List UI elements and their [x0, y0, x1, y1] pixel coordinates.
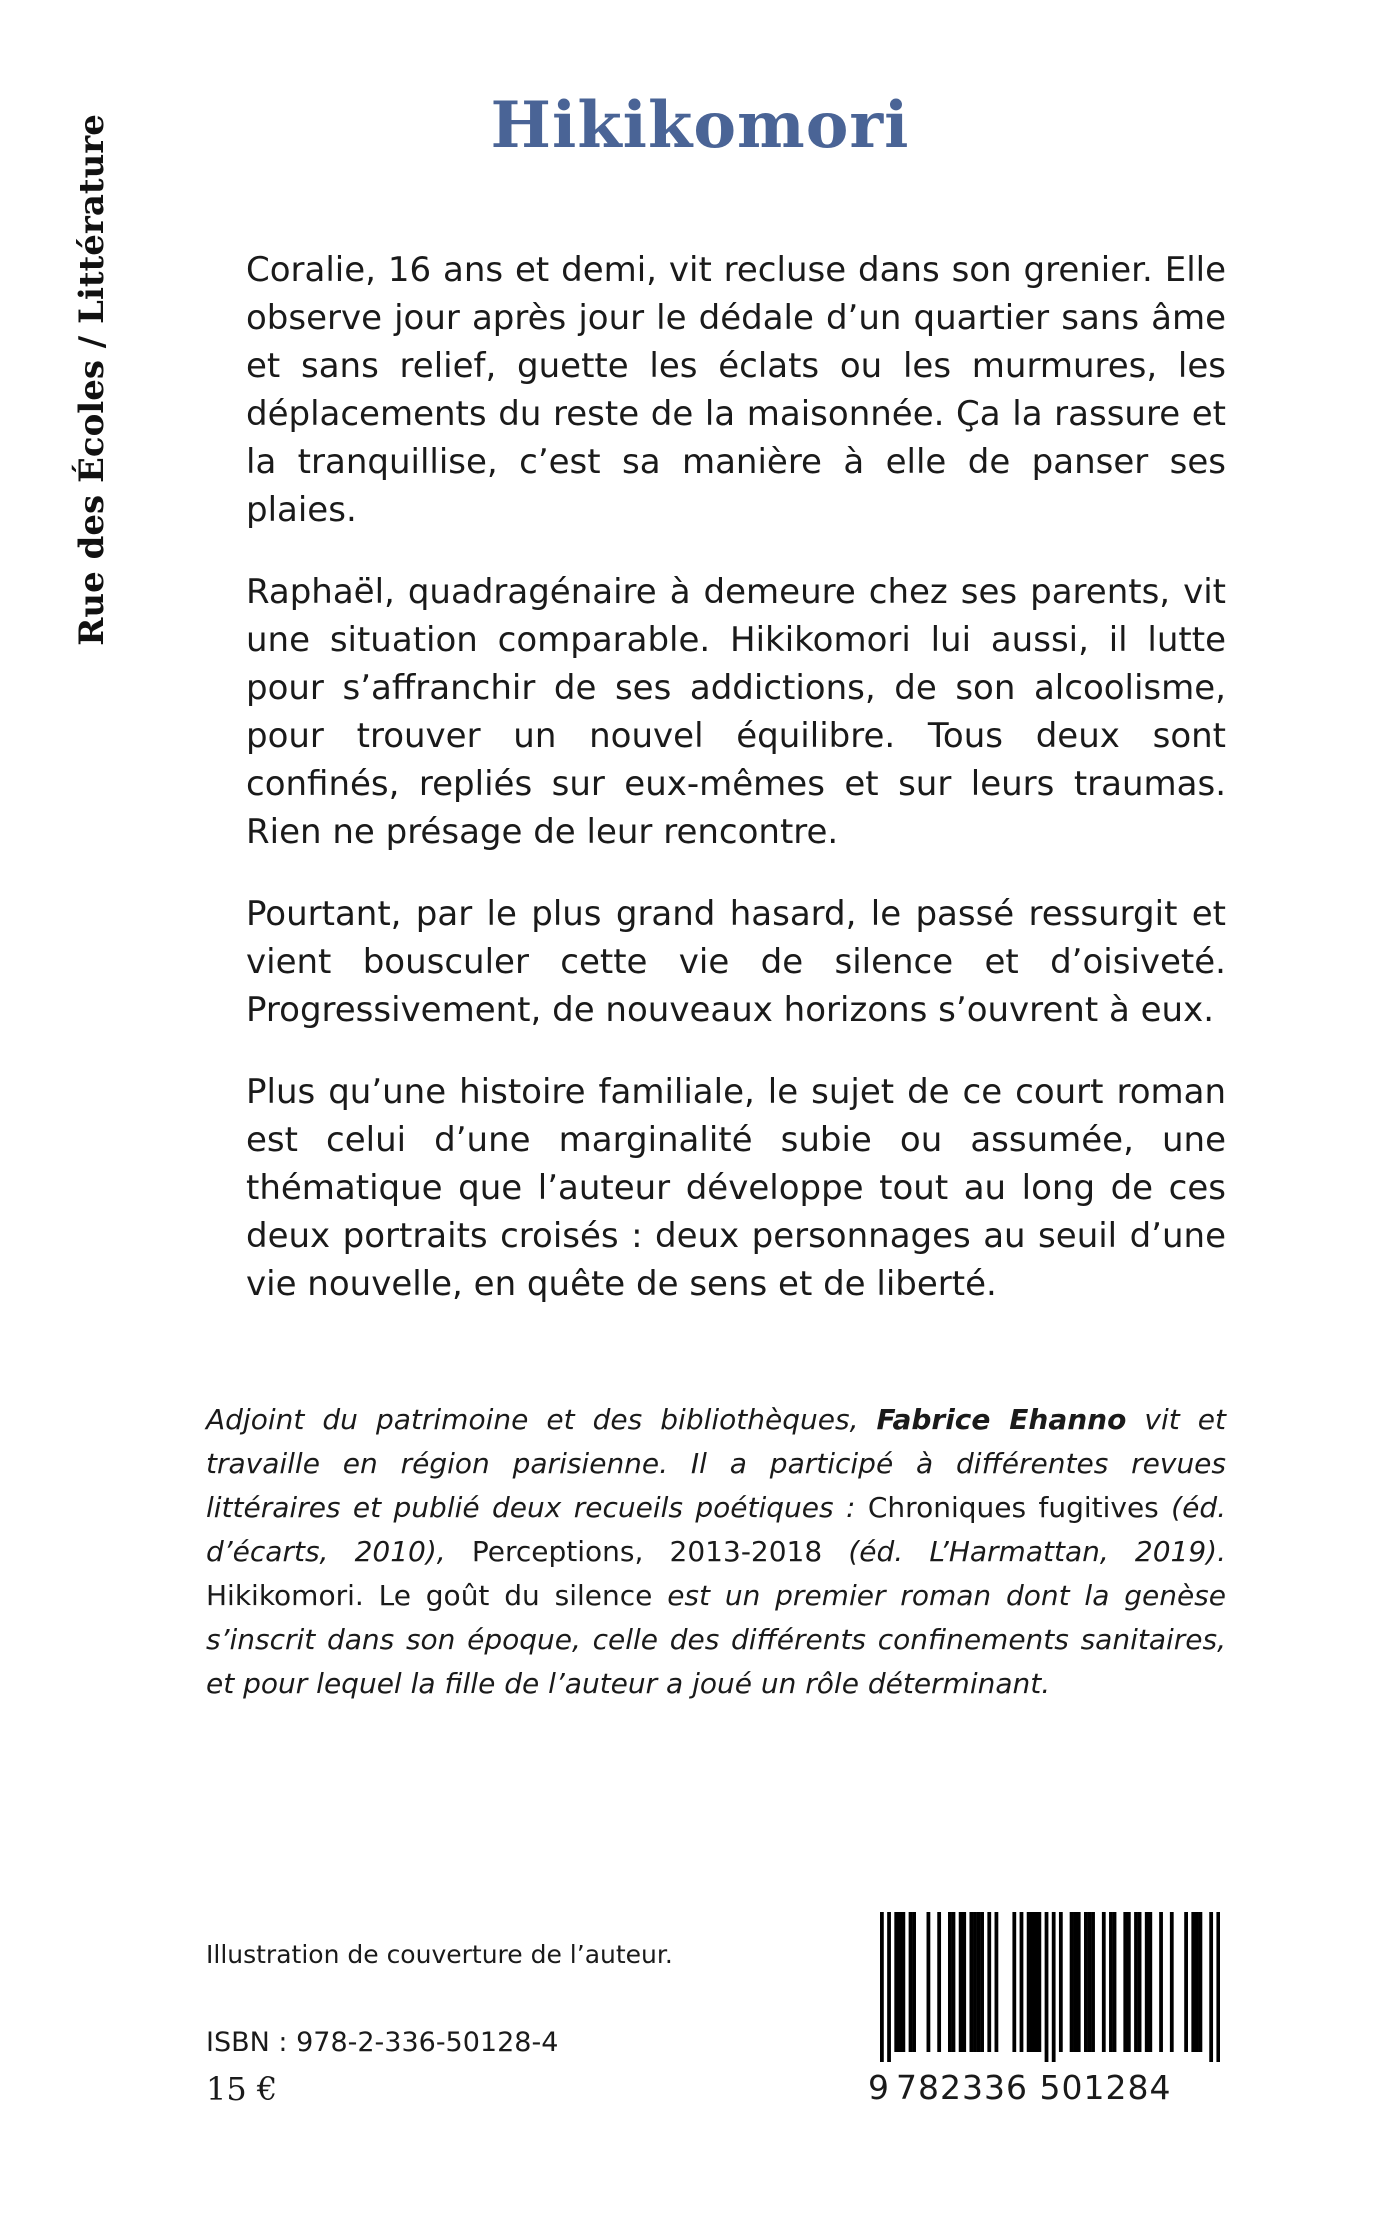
barcode-bar — [898, 1912, 902, 2052]
barcode-bar — [977, 1912, 981, 2052]
barcode-bar — [1216, 1912, 1220, 2062]
bio-text-3: (éd. d’écarts, 2010), — [206, 1491, 1226, 1568]
synopsis-paragraph-2: Raphaël, quadragénaire à demeure chez ses parents, vit une situation comparable. Hikikomori lui aussi, il lutte pour s’affranchir de ses addictions, de son alcoolisme, pour trouver un nouvel équilibre. Tous deux sont confinés, repliés sur eux-mêmes et sur leurs traumas. Rien ne présage de leur rencontre. — [246, 572, 1226, 852]
barcode-bar — [1127, 1912, 1131, 2052]
barcode-bar — [987, 1912, 991, 2052]
barcode-bar — [1034, 1912, 1038, 2052]
barcode-bar — [1088, 1912, 1092, 2052]
barcode-bar — [959, 1912, 963, 2052]
barcode-bar — [995, 1912, 999, 2052]
barcode-bar — [1159, 1912, 1163, 2052]
barcode-bar — [1195, 1912, 1199, 2052]
barcode-bar — [1102, 1912, 1106, 2052]
barcode-bar — [1052, 1912, 1056, 2062]
bio-text-1: Adjoint du patrimoine et des bibliothèques, — [206, 1403, 877, 1436]
isbn: ISBN : 978-2-336-50128-4 — [206, 2027, 559, 2058]
book-title-2: Perceptions, 2013-2018 — [471, 1535, 823, 1568]
barcode-bar — [1191, 1912, 1195, 2052]
synopsis-paragraph-4: Plus qu’une histoire familiale, le sujet de ce court roman est celui d’une marginalité subie ou assumée, une thématique que l’auteur développe tout au long de ces deux portraits croisés : deux personnages au seuil d’une vie nouvelle, en quête de sens et de liberté. — [246, 1072, 1226, 1304]
barcode-bar — [948, 1912, 952, 2052]
barcode-bar — [1037, 1912, 1041, 2052]
book-title-1: Chroniques fugitives — [867, 1491, 1159, 1524]
barcode-bar — [1020, 1912, 1024, 2052]
barcode-bar — [887, 1912, 891, 2062]
barcode-bar — [901, 1912, 905, 2052]
barcode-bar — [1070, 1912, 1074, 2052]
barcode-first-digit: 9 — [868, 2068, 890, 2107]
barcode-bar — [937, 1912, 941, 2052]
book-title: Hikikomori — [490, 88, 910, 163]
barcode-bar — [1148, 1912, 1152, 2052]
barcode-bar — [1030, 1912, 1034, 2052]
barcode-bar — [1184, 1912, 1188, 2052]
author-name: Fabrice Ehanno — [876, 1403, 1127, 1436]
spine-label — [62, 100, 122, 660]
synopsis — [246, 246, 1226, 1342]
barcode-bar — [1123, 1912, 1127, 2052]
bio-text-2: vit et travaille en région parisienne. Il a participé à différentes revues littéraires et publié deux recueils poétiques : — [206, 1403, 1226, 1524]
barcode-bar — [1045, 1912, 1049, 2062]
barcode-bar — [1091, 1912, 1095, 2052]
book-title-3: Hikikomori. Le goût du silence — [206, 1579, 653, 1612]
barcode-bar — [1073, 1912, 1077, 2052]
barcode-bar — [912, 1912, 916, 2052]
barcode-bars — [880, 1912, 1220, 2062]
bio-text-4: (éd. L’Harmattan, 2019). — [822, 1535, 1226, 1568]
barcode-bar — [973, 1912, 977, 2052]
barcode-bar — [969, 1912, 973, 2052]
barcode-bar — [1012, 1912, 1016, 2052]
barcode-bar — [1138, 1912, 1142, 2052]
synopsis-paragraph-1: Coralie, 16 ans et demi, vit recluse dans son grenier. Elle observe jour après jour le dédale d’un quartier sans âme et sans relief, guette les éclats ou les murmures, les déplacements du reste de la maisonnée. Ça la rassure et la tranquillise, c’est sa manière à elle de panser ses plaies. — [246, 250, 1226, 530]
barcode-bar — [880, 1912, 884, 2062]
series-name: Rue des Écoles / Littérature — [72, 114, 112, 646]
barcode-bar — [1209, 1912, 1213, 2062]
barcode-bar — [1077, 1912, 1081, 2052]
synopsis-paragraph-3: Pourtant, par le plus grand hasard, le passé ressurgit et vient bousculer cette vie de silence et d’oisiveté. Progressivement, de nouveaux horizons s’ouvrent à eux. — [246, 894, 1226, 1030]
price: 15 € — [206, 2070, 278, 2108]
author-bio — [206, 1398, 1226, 1706]
illustration-credit: Illustration de couverture de l’auteur. — [206, 1940, 673, 1969]
barcode-bar — [1109, 1912, 1113, 2052]
bio-text-5: est un premier roman dont la genèse s’inscrit dans son époque, celle des différents confinements sanitaires, et pour lequel la fille de l’auteur a joué un rôle déterminant. — [206, 1579, 1226, 1700]
barcode-bar — [909, 1912, 913, 2052]
barcode-bar — [1059, 1912, 1063, 2052]
barcode-bar — [1145, 1912, 1149, 2052]
barcode-bar — [927, 1912, 931, 2052]
barcode-digits: 782336 501284 — [896, 2068, 1172, 2107]
barcode-bar — [1113, 1912, 1117, 2052]
barcode-bar — [894, 1912, 898, 2052]
barcode-bar — [1084, 1912, 1088, 2052]
barcode-bar — [1027, 1912, 1031, 2052]
barcode-bar — [1134, 1912, 1138, 2052]
barcode-bar — [952, 1912, 956, 2052]
barcode-bar — [1170, 1912, 1174, 2052]
barcode-bar — [1199, 1912, 1203, 2052]
barcode-bar — [962, 1912, 966, 2052]
barcode-bar — [980, 1912, 984, 2052]
